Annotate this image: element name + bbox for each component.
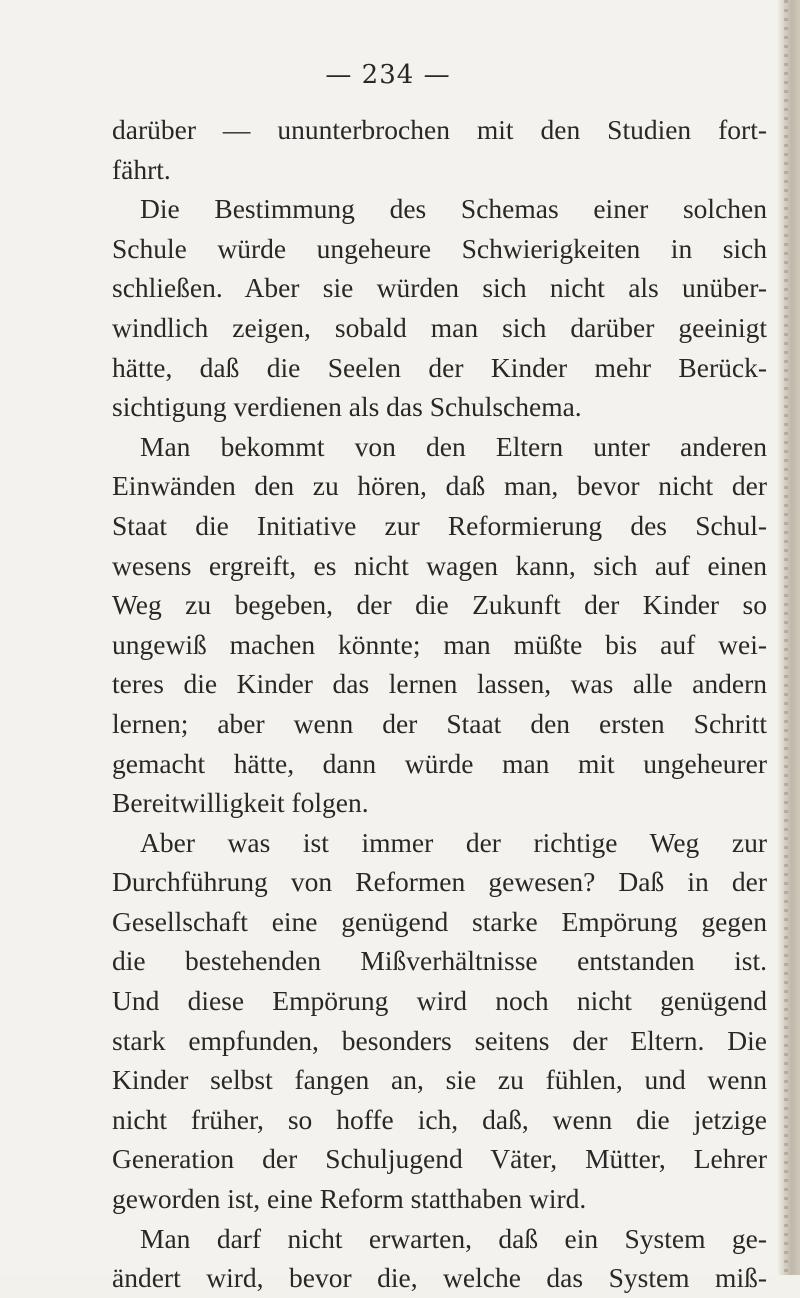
text-line: Einwänden den zu hören, daß man, bevor nicht der	[112, 470, 767, 502]
text-line: Gesellschaft eine genügend starke Empörung gegen	[112, 905, 767, 937]
text-line: ungewiß machen könnte; man müßte bis auf wei-	[112, 628, 767, 660]
text-line: Die Bestimmung des Schemas einer solchen	[140, 193, 767, 225]
text-line: Bereitwilligkeit folgen.	[112, 787, 369, 819]
text-line: nicht früher, so hoffe ich, daß, wenn die jetzige	[112, 1103, 767, 1135]
text-line: stark empfunden, besonders seitens der Eltern. Die	[112, 1024, 767, 1056]
text-line: darüber — ununterbrochen mit den Studien fort-	[112, 114, 767, 145]
text-line: gemacht hätte, dann würde man mit ungeheurer	[112, 747, 767, 779]
text-line: sichtigung verdienen als das Schulschema.	[112, 391, 582, 423]
page-edge-shadow	[778, 0, 800, 1275]
text-line: Aber was ist immer der richtige Weg zur	[140, 826, 767, 858]
text-line: ändert wird, bevor die, welche das System miß-	[112, 1262, 767, 1294]
text-line: Weg zu begeben, der die Zukunft der Kinder so	[112, 589, 767, 621]
text-line: wesens ergreift, es nicht wagen kann, sich auf einen	[112, 549, 767, 581]
body-text	[112, 110, 767, 1298]
text-line: lernen; aber wenn der Staat den ersten Schritt	[112, 707, 767, 739]
text-line: die bestehenden Mißverhältnisse entstanden ist.	[112, 945, 767, 977]
text-line: Man darf nicht erwarten, daß ein System ge-	[140, 1222, 767, 1254]
text-line: Und diese Empörung wird noch nicht genügend	[112, 985, 767, 1017]
text-line: windlich zeigen, sobald man sich darüber geeinigt	[112, 311, 767, 343]
text-line: Schule würde ungeheure Schwierigkeiten in sich	[112, 232, 767, 264]
text-line: fährt.	[112, 153, 171, 185]
text-line: Generation der Schuljugend Väter, Mütter, Lehrer	[112, 1143, 767, 1175]
page-number: — 234 —	[325, 60, 451, 90]
text-line: Kinder selbst fangen an, sie zu fühlen, und wenn	[112, 1064, 767, 1096]
text-line: Staat die Initiative zur Reformierung des Schul-	[112, 509, 767, 541]
text-line: Man bekommt von den Eltern unter anderen	[140, 430, 767, 462]
text-line: Durchführung von Reformen gewesen? Daß in der	[112, 866, 767, 898]
text-line: teres die Kinder das lernen lassen, was alle andern	[112, 668, 767, 700]
text-line: geworden ist, eine Reform statthaben wird.	[112, 1183, 587, 1215]
text-line: schließen. Aber sie würden sich nicht als unüber-	[112, 272, 767, 304]
text-line: hätte, daß die Seelen der Kinder mehr Berück-	[112, 351, 767, 383]
